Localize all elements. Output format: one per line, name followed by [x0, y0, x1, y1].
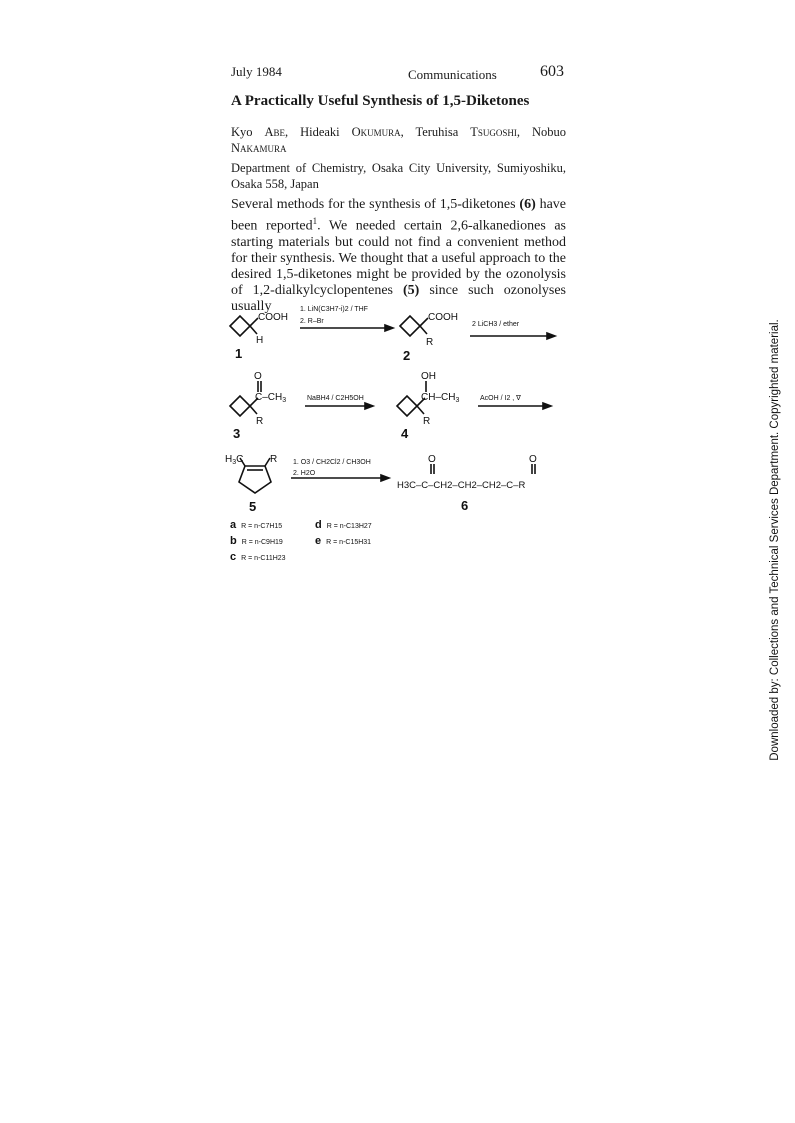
author-given: Kyo — [231, 125, 253, 139]
cyclobutane-ring-2 — [400, 316, 420, 336]
reagent-step4-a: AcOH / I — [480, 395, 507, 402]
o-label: O — [428, 454, 436, 465]
reagent-step1-a: 1. LiN(C — [300, 306, 326, 313]
reagent-step5-a: 1. O — [293, 459, 307, 466]
cooh-label: COOH — [428, 312, 458, 323]
reagent-step5-line1: 1. O3 / CH2Cl2 / CH3OH — [293, 459, 371, 466]
substituent-legend — [230, 519, 372, 563]
cyclobutane-ring-3 — [230, 396, 250, 416]
r-label: R — [423, 416, 431, 427]
svg-text:dR = n-C13H27: d R = n-C13H27 — [315, 519, 372, 531]
methyl-ketone-label: $C-CH_3$ — [255, 392, 287, 404]
compound-number-3: 3 — [233, 426, 241, 441]
page-number: 603 — [540, 63, 564, 80]
reagent-step1-line1: 1. LiN(C3H7-i)2 / THF — [300, 306, 368, 313]
legend-key: b — [230, 535, 237, 547]
author-given: Nobuo — [531, 125, 566, 139]
o-label: O — [529, 454, 537, 465]
product-6-formula: H3C–C–CH2–CH2–CH2–C–R — [397, 480, 526, 491]
reagent-step2: 2 LiCH3 / ether — [472, 321, 520, 328]
svg-text:eR = n-C15H31: e R = n-C15H31 — [315, 535, 372, 547]
author-list: Kyo Abe, Hideaki Okumura, Teruhisa Tsugoshi, Nobuo Nakamura — [231, 125, 566, 155]
author-family: Abe — [264, 125, 285, 139]
compound-ref-5: (5) — [403, 282, 420, 298]
author-given: Teruhisa — [415, 125, 459, 139]
author-family: Okumura — [351, 125, 401, 139]
compound-number-4: 4 — [401, 426, 409, 441]
legend-r: n-C11H23 — [254, 555, 286, 562]
oh-label: OH — [421, 371, 436, 382]
svg-text:aR = n-C7H15: a R = n-C7H15 — [230, 519, 283, 531]
reagent-step4: AcOH / I2 , ∇ — [480, 395, 521, 402]
svg-text:cR = n-C11H23: c R = n-C11H23 — [230, 551, 286, 563]
r-label: R — [426, 337, 434, 348]
alcohol-a: CH–CH — [421, 392, 456, 403]
legend-r: n-C13H27 — [339, 523, 372, 530]
compound-number-5: 5 — [249, 499, 257, 514]
h3c-label: $H_3C$ — [225, 454, 244, 466]
reagent-step5-line2: 2. H2O — [293, 470, 316, 477]
h-label: H — [256, 335, 264, 346]
author-family: Nakamura — [231, 141, 287, 155]
running-header-date: July 1984 — [231, 64, 282, 79]
body-paragraph — [231, 197, 566, 315]
author-family: Tsugoshi — [470, 125, 517, 139]
cyclobutane-ring-4 — [397, 396, 417, 416]
body-text-c: . We needed certain 2,6-alkanediones as starting materials but could not find a convenient method for their synthesis. We thought that a useful approach to the desired 1,5-diketones might be provided by the ozonolysis of 1,2-dialkylcyclopentenes — [231, 218, 566, 298]
legend-r: n-C15H31 — [339, 539, 372, 546]
compound-number-2: 2 — [403, 348, 411, 363]
o-label: O — [254, 371, 262, 382]
legend-key: c — [230, 551, 237, 563]
footnote-ref: 1 — [312, 216, 318, 226]
reaction-scheme — [225, 298, 565, 573]
legend-r: n-C9H19 — [254, 539, 283, 546]
legend-key: a — [230, 519, 237, 531]
legend-key: e — [315, 535, 322, 547]
cooh-label: COOH — [258, 312, 288, 323]
reagent-step1-line2: 2. R–Br — [300, 318, 324, 325]
body-text-a: Several methods for the synthesis of 1,5-diketones — [231, 197, 520, 212]
compound-number-6: 6 — [461, 498, 469, 513]
affiliation: Department of Chemistry, Osaka City University, Sumiyoshiku, Osaka 558, Japan — [231, 161, 566, 191]
reagent-step2-a: 2 LiCH — [472, 321, 494, 328]
methyl-ketone-a: C–CH — [255, 392, 283, 403]
article-title: A Practically Useful Synthesis of 1,5-Diketones — [231, 93, 530, 109]
reagent-step3-a: NaBH — [307, 395, 326, 402]
alcohol-label: $CH-CH_3$ — [421, 392, 460, 404]
compound-ref-6: (6) — [519, 197, 536, 212]
cyclobutane-ring-1 — [230, 316, 250, 336]
compound-number-1: 1 — [235, 346, 243, 361]
svg-text:bR = n-C9H19: b R = n-C9H19 — [230, 535, 283, 547]
reagent-step3: NaBH4 / C2H5OH — [307, 395, 364, 402]
download-watermark-text: Downloaded by: Collections and Technical Services Department. Copyrighted material. — [769, 319, 781, 761]
author-given: Hideaki — [300, 125, 340, 139]
body-text-d: since such ozonolyses usually — [231, 282, 566, 314]
legend-r: n-C7H15 — [254, 523, 283, 530]
r-label: R — [256, 416, 264, 427]
legend-key: d — [315, 519, 322, 531]
download-watermark — [760, 319, 790, 761]
running-header-section: Communications — [408, 67, 497, 82]
h3c-a: H — [225, 454, 233, 465]
reagent-step5-b: 2. H — [293, 470, 306, 477]
body-text-b: have been reported — [231, 197, 566, 234]
r-label: R — [270, 454, 278, 465]
